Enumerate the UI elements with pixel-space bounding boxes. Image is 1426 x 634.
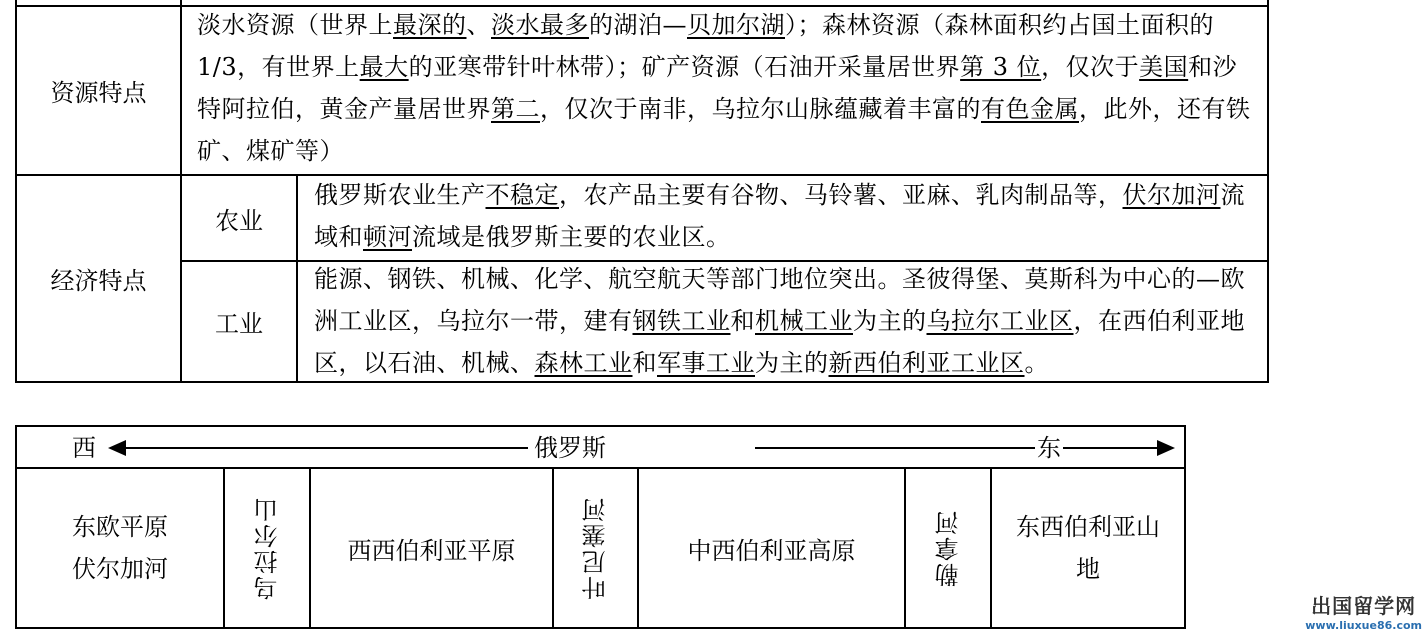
text-run: 为主的 <box>853 307 927 335</box>
watermark-url: www.liuxue86.com <box>1305 619 1422 632</box>
text-run: ，仅次于 <box>1041 53 1140 81</box>
text-run: ，在西伯利亚地区，以石油、机械、 <box>314 307 1245 377</box>
underlined-text: 乌拉尔工业区 <box>926 307 1074 335</box>
east-siberian-mountains-cont: 地 <box>1076 555 1100 583</box>
west-siberian-plain: 西西伯利亚平原 <box>347 536 516 565</box>
industry-label: 工业 <box>215 310 263 338</box>
underlined-text: 机械工业 <box>755 307 853 335</box>
underlined-text: 不稳定 <box>485 181 559 209</box>
west-label: 西 <box>72 434 96 462</box>
text-run: ，仅次于南非，乌拉尔山脉蕴藏着丰富的 <box>540 95 981 123</box>
east-european-plain-cell <box>17 469 223 627</box>
industry-text <box>314 258 1262 384</box>
text-run: 和沙特阿拉伯，黄金产量居世界 <box>197 53 1238 123</box>
text-run: ）；森林资源（森林面积约占国土面积的 1/3，有世界上 <box>197 11 1214 81</box>
volga-river: 伏尔加河 <box>72 555 168 583</box>
text-run: 俄罗斯农业生产 <box>314 181 486 209</box>
east-siberian-mountains: 东西伯利亚山 <box>1016 513 1160 541</box>
text-run: 流域是俄罗斯主要的农业区。 <box>412 223 731 251</box>
text-run: 淡水资源（世界上 <box>197 11 393 39</box>
yenisei-river: 叶尼塞河 <box>582 496 610 600</box>
underlined-text: 军事工业 <box>657 349 755 377</box>
west-arrow <box>108 436 528 460</box>
underlined-text: 最深的 <box>393 11 467 39</box>
text-run: 流域和 <box>314 181 1245 251</box>
economy-label: 经济特点 <box>50 267 147 295</box>
text-run: ，农产品主要有谷物、马铃薯、亚麻、乳肉制品等， <box>559 181 1123 209</box>
east-european-plain: 东欧平原 <box>72 513 168 541</box>
country-label: 俄罗斯 <box>534 434 606 462</box>
underlined-text: 贝加尔湖 <box>687 11 785 39</box>
resource-text <box>197 4 1261 172</box>
lena-river: 勒拿河 <box>934 509 963 587</box>
site-watermark <box>1305 590 1422 632</box>
east-label: 东 <box>1035 428 1063 463</box>
watermark-title: 出国留学网 <box>1311 594 1417 618</box>
underlined-text: 有色金属 <box>981 95 1079 123</box>
central-siberian-plateau: 中西伯利亚高原 <box>687 536 856 565</box>
east-siberian-mountains-cell <box>992 469 1184 627</box>
underlined-text: 新西伯利亚工业区 <box>828 349 1025 377</box>
agriculture-label: 农业 <box>215 206 263 235</box>
text-run: 和 <box>730 307 755 335</box>
text-run: 的湖泊— <box>589 11 687 39</box>
resource-label: 资源特点 <box>50 78 147 107</box>
underlined-text: 第 3 位 <box>960 53 1042 81</box>
text-run: 为主的 <box>755 349 829 377</box>
underlined-text: 伏尔加河 <box>1122 181 1221 209</box>
underlined-text: 森林工业 <box>534 349 633 377</box>
text-run: 、 <box>466 11 491 39</box>
underlined-text: 第二 <box>491 95 540 123</box>
underlined-text: 顿河 <box>363 223 412 251</box>
underlined-text: 钢铁工业 <box>632 307 731 335</box>
underlined-text: 淡水最多 <box>491 11 589 39</box>
ural-mountains: 乌拉尔山 <box>253 496 282 600</box>
east-arrow <box>755 436 1175 460</box>
text-run: ，此外，还有铁矿、煤矿等） <box>197 95 1251 165</box>
underlined-text: 最大 <box>359 53 409 81</box>
text-run: 。 <box>1024 349 1049 377</box>
text-run: 的亚寒带针叶林带）；矿产资源（石油开采量居世界 <box>408 53 961 81</box>
text-run: 能源、钢铁、机械、化学、航空航天等部门地位突出。圣彼得堡、莫斯科为中心的—欧洲工业区，乌拉尔一带，建有 <box>314 265 1245 335</box>
agriculture-text <box>314 174 1262 258</box>
underlined-text: 美国 <box>1139 53 1189 81</box>
text-run: 和 <box>632 349 657 377</box>
